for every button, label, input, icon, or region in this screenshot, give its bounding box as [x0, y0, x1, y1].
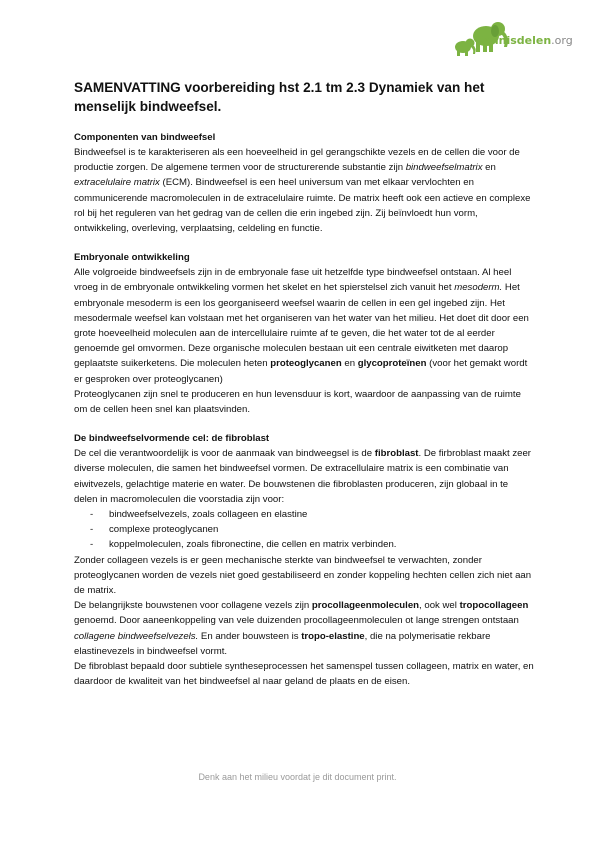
footer-note: Denk aan het milieu voordat je dit document print.	[198, 772, 397, 782]
kennisdelen-logo	[453, 14, 573, 60]
logo-wordmark	[475, 34, 573, 47]
document-body	[74, 78, 534, 704]
section-heading-components: Componenten van bindweefsel	[74, 132, 216, 143]
paragraph-fibroblast-4: De fibroblast bepaald door subtiele syntheseprocessen het samenspel tussen collageen, matrix en water, en daardoor de kwaliteit van het bindweefsel al naar geland de plaats en de eisen.	[74, 661, 534, 688]
paragraph-fibroblast-2: Zonder collageen vezels is er geen mechanische sterkte van bindweefsel te verwachten, zonder proteoglycanen worden de vezels niet goed gestabiliseerd en zonder koppeling hechten cellen zich niet aan de matrix.	[74, 554, 532, 597]
paragraph-embryonic-1: Alle volgroeide bindweefsels zijn in de embryonale fase uit hetzelfde type bindweefsel ontstaan. Al heel vroeg in de embryonale ontwikkeling vormen het skelet en het spierstelsel zich vanuit het mesoderm. Het embryonale mesoderm is een los georganiseerd weefsel waarin de cellen in een gel ingebed zijn. Het mesodermale weefsel kan volstaan met het organiseren van het water van het milieu. Het doet dit door een grote hoeveelheid moleculen aan de intercellulaire ruimte af te geven, die het water tot de al eerder genoemde gel omvormen. Deze organische moleculen bestaan uit een centrale eiwitketen met daarop geplaatste suikerketens. Die moleculen heten proteoglycanen en glycoproteïnen (voor het gemakt wordt er gesproken over proteoglycanen)	[74, 267, 529, 385]
logo-brand-main: Kennisdelen	[475, 34, 552, 47]
section-fibroblast	[74, 431, 534, 689]
logo-brand-tld: .org	[551, 34, 573, 47]
section-components	[74, 130, 534, 236]
list-item: - complexe proteoglycanen	[90, 524, 219, 536]
document-title: SAMENVATTING voorbereiding hst 2.1 tm 2.3 Dynamiek van het menselijk bindweefsel.	[74, 80, 485, 114]
section-embryonic	[74, 250, 534, 417]
precursor-list	[74, 507, 534, 553]
paragraph-embryonic-2: Proteoglycanen zijn snel te produceren en hun levensduur is kort, waardoor de aanpassing van de ruimte om de cellen heen snel kan plaatsvinden.	[74, 388, 521, 416]
section-heading-embryonic: Embryonale ontwikkeling	[74, 252, 190, 264]
list-item: - bindweefselvezels, zoals collageen en elastine	[90, 509, 308, 521]
paragraph-fibroblast-1: De cel die verantwoordelijk is voor de aanmaak van bindweegsel is de fibroblast. De firbroblast maakt zeer diverse moleculen, die samen het bindweefsel vormen. De extracellulaire matrix is een combinatie van eiwitvezels, gelachtige materie en water. De bouwstenen die fibroblasten produceren, zijn globaal in te delen in macromoleculen die voorstadia zijn voor:	[74, 448, 532, 505]
section-heading-fibroblast: De bindweefselvormende cel: de fibroblast	[74, 433, 270, 445]
list-item: - koppelmoleculen, zoals fibronectine, die cellen en matrix verbinden.	[90, 539, 397, 551]
paragraph-fibroblast-3: De belangrijkste bouwstenen voor collagene vezels zijn procollageenmoleculen, ook wel tropocollageen genoemd. Door aaneenkoppeling van vele duizenden procollageenmoleculen ot lange strengen ontstaan collagene bindweefselvezels. En ander bouwsteen is tropo-elastine, die na polymerisatie rekbare elastinevezels in bindweefsel vormt.	[74, 600, 529, 657]
paragraph-components: Bindweefsel is te karakteriseren als een hoeveelheid in gel gerangschikte vezels en de cellen die voor de productie zorgen. De algemene termen voor de structurerende substantie zijn bindweefselmatrix en extracelulaire matrix (ECM). Bindweefsel is een heel universum van met elkaar vervlochten en communicerende macromoleculen in de extracelulaire ruimte. De matrix heeft ook een actieve en complexe rol bij het reguleren van het gedrag van de cellen die erin ingebed zijn. Zij beïnvloedt hun vorm, ontwikkeling, overleving, verplaatsing, celdeling en functie.	[74, 147, 531, 235]
